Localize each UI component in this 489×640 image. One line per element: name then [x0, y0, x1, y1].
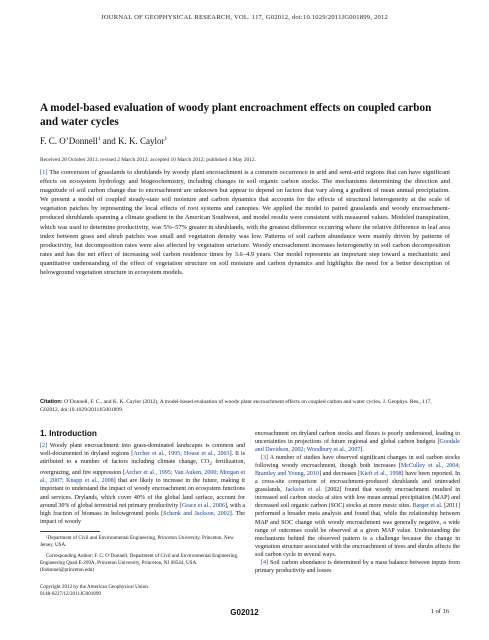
text-run: ] that are likely to increase in the future, making it important to understand the impact of woody encroachment on ecosystem functions and services. Drylands, which cover 40% of the global land surface, account for around 30% of global terrestrial net primary productivity [ — [40, 478, 245, 509]
footnotes — [40, 535, 245, 578]
text-run: [2002] found that woody encroachment resulted in increased soil carbon stocks at sites with low mean annual precipitation (MAP) and decreased soil organic carbon (SOC) stocks at more mesic sites. — [255, 487, 460, 510]
citation-link[interactable]: Archer et al., 1995; Van Auken, 2000; Morgan et al., 2007; Knapp et al., 2008 — [40, 470, 245, 485]
footnote-affiliation: ¹Department of Civil and Environmental Engineering, Princeton University, Princeton, New Jersey, USA. — [40, 535, 234, 548]
copyright — [40, 584, 149, 598]
issn-line: 0148-0227/12/2011JG001899 — [40, 591, 101, 597]
paper-title: A model-based evaluation of woody plant encroachment effects on coupled carbon and water cycles — [40, 102, 432, 128]
text-run: ] and decreases [ — [318, 471, 361, 478]
para-num: [4] — [261, 559, 269, 566]
citation-link[interactable]: Schenk and Jackson, 2002 — [163, 510, 230, 517]
citation-link[interactable]: McCulley et al., 2004; Brantley and Young, 2010 — [255, 463, 460, 478]
text-run: A number of studies have observed significant changes in soil carbon stocks following woody encroachment, though both increases [ — [255, 455, 460, 470]
copyright-line: Copyright 2012 by the American Geophysical Union. — [40, 584, 150, 590]
text-run: encroachment on dryland carbon stocks and fluxes is poorly understood, leading to uncertainties in projections of future regional and global carbon budgets [ — [255, 431, 460, 446]
citation-link[interactable]: Barger et al. — [412, 503, 443, 510]
author-1: F. C. O’Donnell — [40, 136, 98, 146]
footer-article-id: G02012 — [230, 608, 259, 617]
author-2: K. K. Caylor — [118, 136, 165, 146]
footnote-rule — [40, 531, 100, 532]
footer-page-number: 1 of 16 — [430, 608, 449, 615]
subscript: 2 — [209, 462, 212, 468]
text-run: ]. It is attributed to a number of factors including climate change, CO — [40, 451, 245, 466]
text-run: ]. The impact of woody — [40, 510, 245, 525]
citation-link[interactable]: Archer et al., 1995; House et al., 2003 — [133, 451, 230, 458]
citation-link[interactable]: Kieft et al., 1998 — [360, 471, 402, 478]
abstract-para-num: [1] — [40, 169, 48, 176]
text-run: ], with a high fraction of biomass in belowground pools [ — [40, 502, 245, 517]
citation — [40, 398, 450, 414]
abstract-text: The conversion of grasslands to shrublands by woody plant encroachment is a common occurrence in arid and semi-arid regions that can have significant effects on ecosystem hydrology and biogeochemistry, including changes in soil organic carbon stocks. The mechanisms determining the direction and magnitude of soil carbon change due to encroachment are unknown but appear to depend on factors that vary along a gradient of mean annual precipitation. We present a model of coupled steady-state soil moisture and carbon dynamics that accounts for the effects of structural heterogeneity at the scale of vegetation patches by representing the local effects of root systems and canopies. We applied the model to paired grasslands and woody encroachment-produced shrublands spanning a climate gradient in the American Southwest, and model results were consistent with measured values. Modeled transpiration, which was used to determine productivity, was 5%–57% greater in shrublands, with the greatest difference occurring where the relative difference in leaf area index between grass and shrub patches was small and vegetation density was low. Patterns of soil carbon abundance were mainly driven by patterns of productivity, but decomposition rates were also affected by vegetation structure. Woody encroachment increases heterogeneity in soil carbon decomposition rates and has the net effect of increasing soil carbon residence times by 3.6–4.9 years. Our model represents an important step toward a mechanistic and quantitative understanding of the effect of vegetation structure on soil moisture and carbon dynamics and highlights the need for a better description of belowground vegetation structure in ecosystem models. — [40, 169, 450, 277]
text-run: Woody plant encroachment into grass-dominated landscapes is common and well-documented in dryland regions [ — [40, 443, 245, 458]
left-column — [40, 430, 245, 526]
intro-paragraph-4 — [255, 559, 460, 575]
right-column — [255, 430, 460, 575]
footnote-corresponding-author: Corresponding Author: F. C. O’Donnell, Department of Civil and Environmental Engineering, Engineering Quad E-209A, Princeton University, Princeton, NJ 08544, USA. (fodonnel@princeton.edu) — [40, 553, 239, 573]
intro-paragraph-2 — [40, 442, 245, 526]
running-head: JOURNAL OF GEOPHYSICAL RESEARCH, VOL. 117, G02012, doi:10.1029/2011JG001899, 2012 — [101, 14, 388, 21]
citation-link[interactable]: Goodale and Davidson, 2002; Woodbury et al., 2007 — [255, 439, 460, 454]
text-run: Soil carbon abundance is determined by a mass balance between inputs from primary productivity and losses — [255, 559, 460, 574]
received-dates: Received 28 October 2011; revised 2 March 2012; accepted 10 March 2012; published 4 May 2012. — [40, 157, 256, 163]
author-conjunction: and — [100, 136, 119, 146]
author-1-affil: 1 — [97, 136, 101, 142]
section-heading: 1. Introduction — [40, 429, 97, 438]
para-num: [2] — [40, 443, 48, 450]
text-run: fertilization, overgrazing, and fire suppression [ — [40, 459, 246, 477]
intro-paragraph-2-cont — [255, 430, 460, 454]
authors — [40, 136, 167, 146]
citation-link[interactable]: Grace et al., 2006 — [181, 502, 225, 509]
text-run: ]. — [360, 447, 364, 454]
citation-text: O’Donnell, F. C., and K. K. Caylor (2012), A model-based evaluation of woody plant encroachment effects on coupled carbon and water cycles, J. Geophys. Res., 117, G02012, doi:10.1029/2011JG001899. — [40, 399, 432, 413]
citation-label: Citation: — [40, 399, 63, 405]
intro-paragraph-3 — [255, 454, 460, 559]
abstract — [40, 168, 450, 277]
citation-link[interactable]: Jackson et al. — [285, 487, 322, 494]
text-run: ] have been reported. In a cross-site comparison of encroachment-produced shrublands and uninvaded grasslands, — [255, 471, 460, 494]
text-run: [2011] performed a broader meta analysis and found that, while the relationship between MAP and SOC change with woody encroachment was generally negative, a wide range of outcomes could be observed at a given MAP value. Understanding the mechanisms behind the observed pattern is a challenge because the change in vegetation structure associated with the encroachment of trees and shrubs affects the soil carbon cycle in several ways. — [255, 503, 460, 558]
para-num: [3] — [261, 455, 269, 462]
author-2-affil: 1 — [164, 136, 168, 142]
